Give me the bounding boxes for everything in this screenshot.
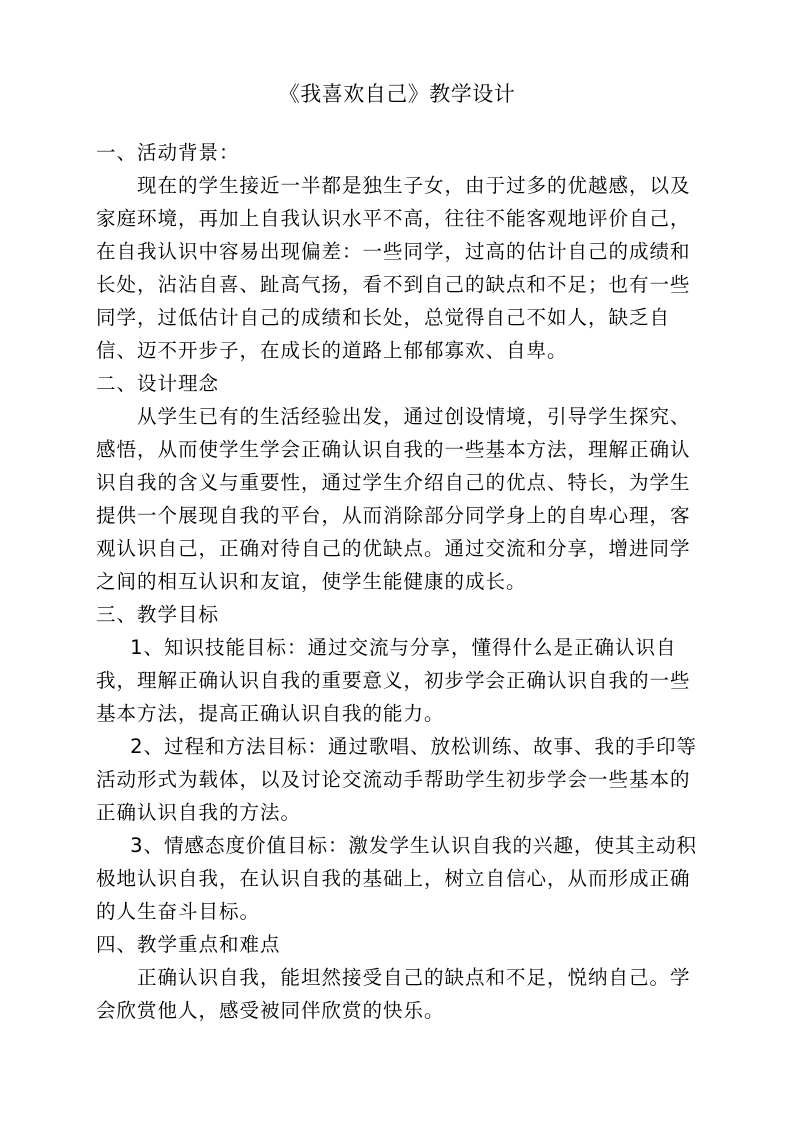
section-heading-design-concept: 二、设计理念	[96, 372, 220, 395]
document-body	[96, 136, 700, 1027]
section-heading-teaching-goals: 三、教学目标	[96, 603, 220, 626]
paragraph-background: 现在的学生接近一半都是独生子女，由于过多的优越感，以及家庭环境，再加上自我认识水平不高，往往不能客观地评价自己，在自我认识中容易出现偏差：一些同学，过高的估计自己的成绩和长处，沾沾自喜、趾高气扬，看不到自己的缺点和不足；也有一些同学，过低估计自己的成绩和长处，总觉得自己不如人，缺乏自信、迈不开步子，在成长的道路上郁郁寡欢、自卑。	[96, 174, 691, 362]
goal-process-method: 2、过程和方法目标：通过歌唱、放松训练、故事、我的手印等活动形式为载体，以及讨论交流动手帮助学生初步学会一些基本的正确认识自我的方法。	[96, 735, 698, 824]
section-heading-key-points: 四、教学重点和难点	[96, 933, 281, 956]
paragraph-design-concept: 从学生已有的生活经验出发，通过创设情境，引导学生探究、感悟，从而使学生学会正确认识自我的一些基本方法，理解正确认识自我的含义与重要性，通过学生介绍自己的优点、特长，为学生提供一个展现自我的平台，从而消除部分同学身上的自卑心理，客观认识自己，正确对待自己的优缺点。通过交流和分享，增进同学之间的相互认识和友谊，使学生能健康的成长。	[96, 405, 691, 593]
paragraph-key-points: 正确认识自我，能坦然接受自己的缺点和不足，悦纳自己。学会欣赏他人，感受被同伴欣赏的快乐。	[96, 966, 691, 1022]
goal-emotion-attitude: 3、情感态度价值目标：激发学生认识自我的兴趣，使其主动积极地认识自我，在认识自我的基础上，树立自信心，从而形成正确的人生奋斗目标。	[96, 834, 698, 923]
document-title: 《我喜欢自己》教学设计	[278, 82, 516, 106]
section-heading-background: 一、活动背景：	[96, 141, 240, 164]
goal-knowledge-skills: 1、知识技能目标：通过交流与分享，懂得什么是正确认识自我，理解正确认识自我的重要意义，初步学会正确认识自我的一些基本方法，提高正确认识自我的能力。	[96, 636, 691, 725]
